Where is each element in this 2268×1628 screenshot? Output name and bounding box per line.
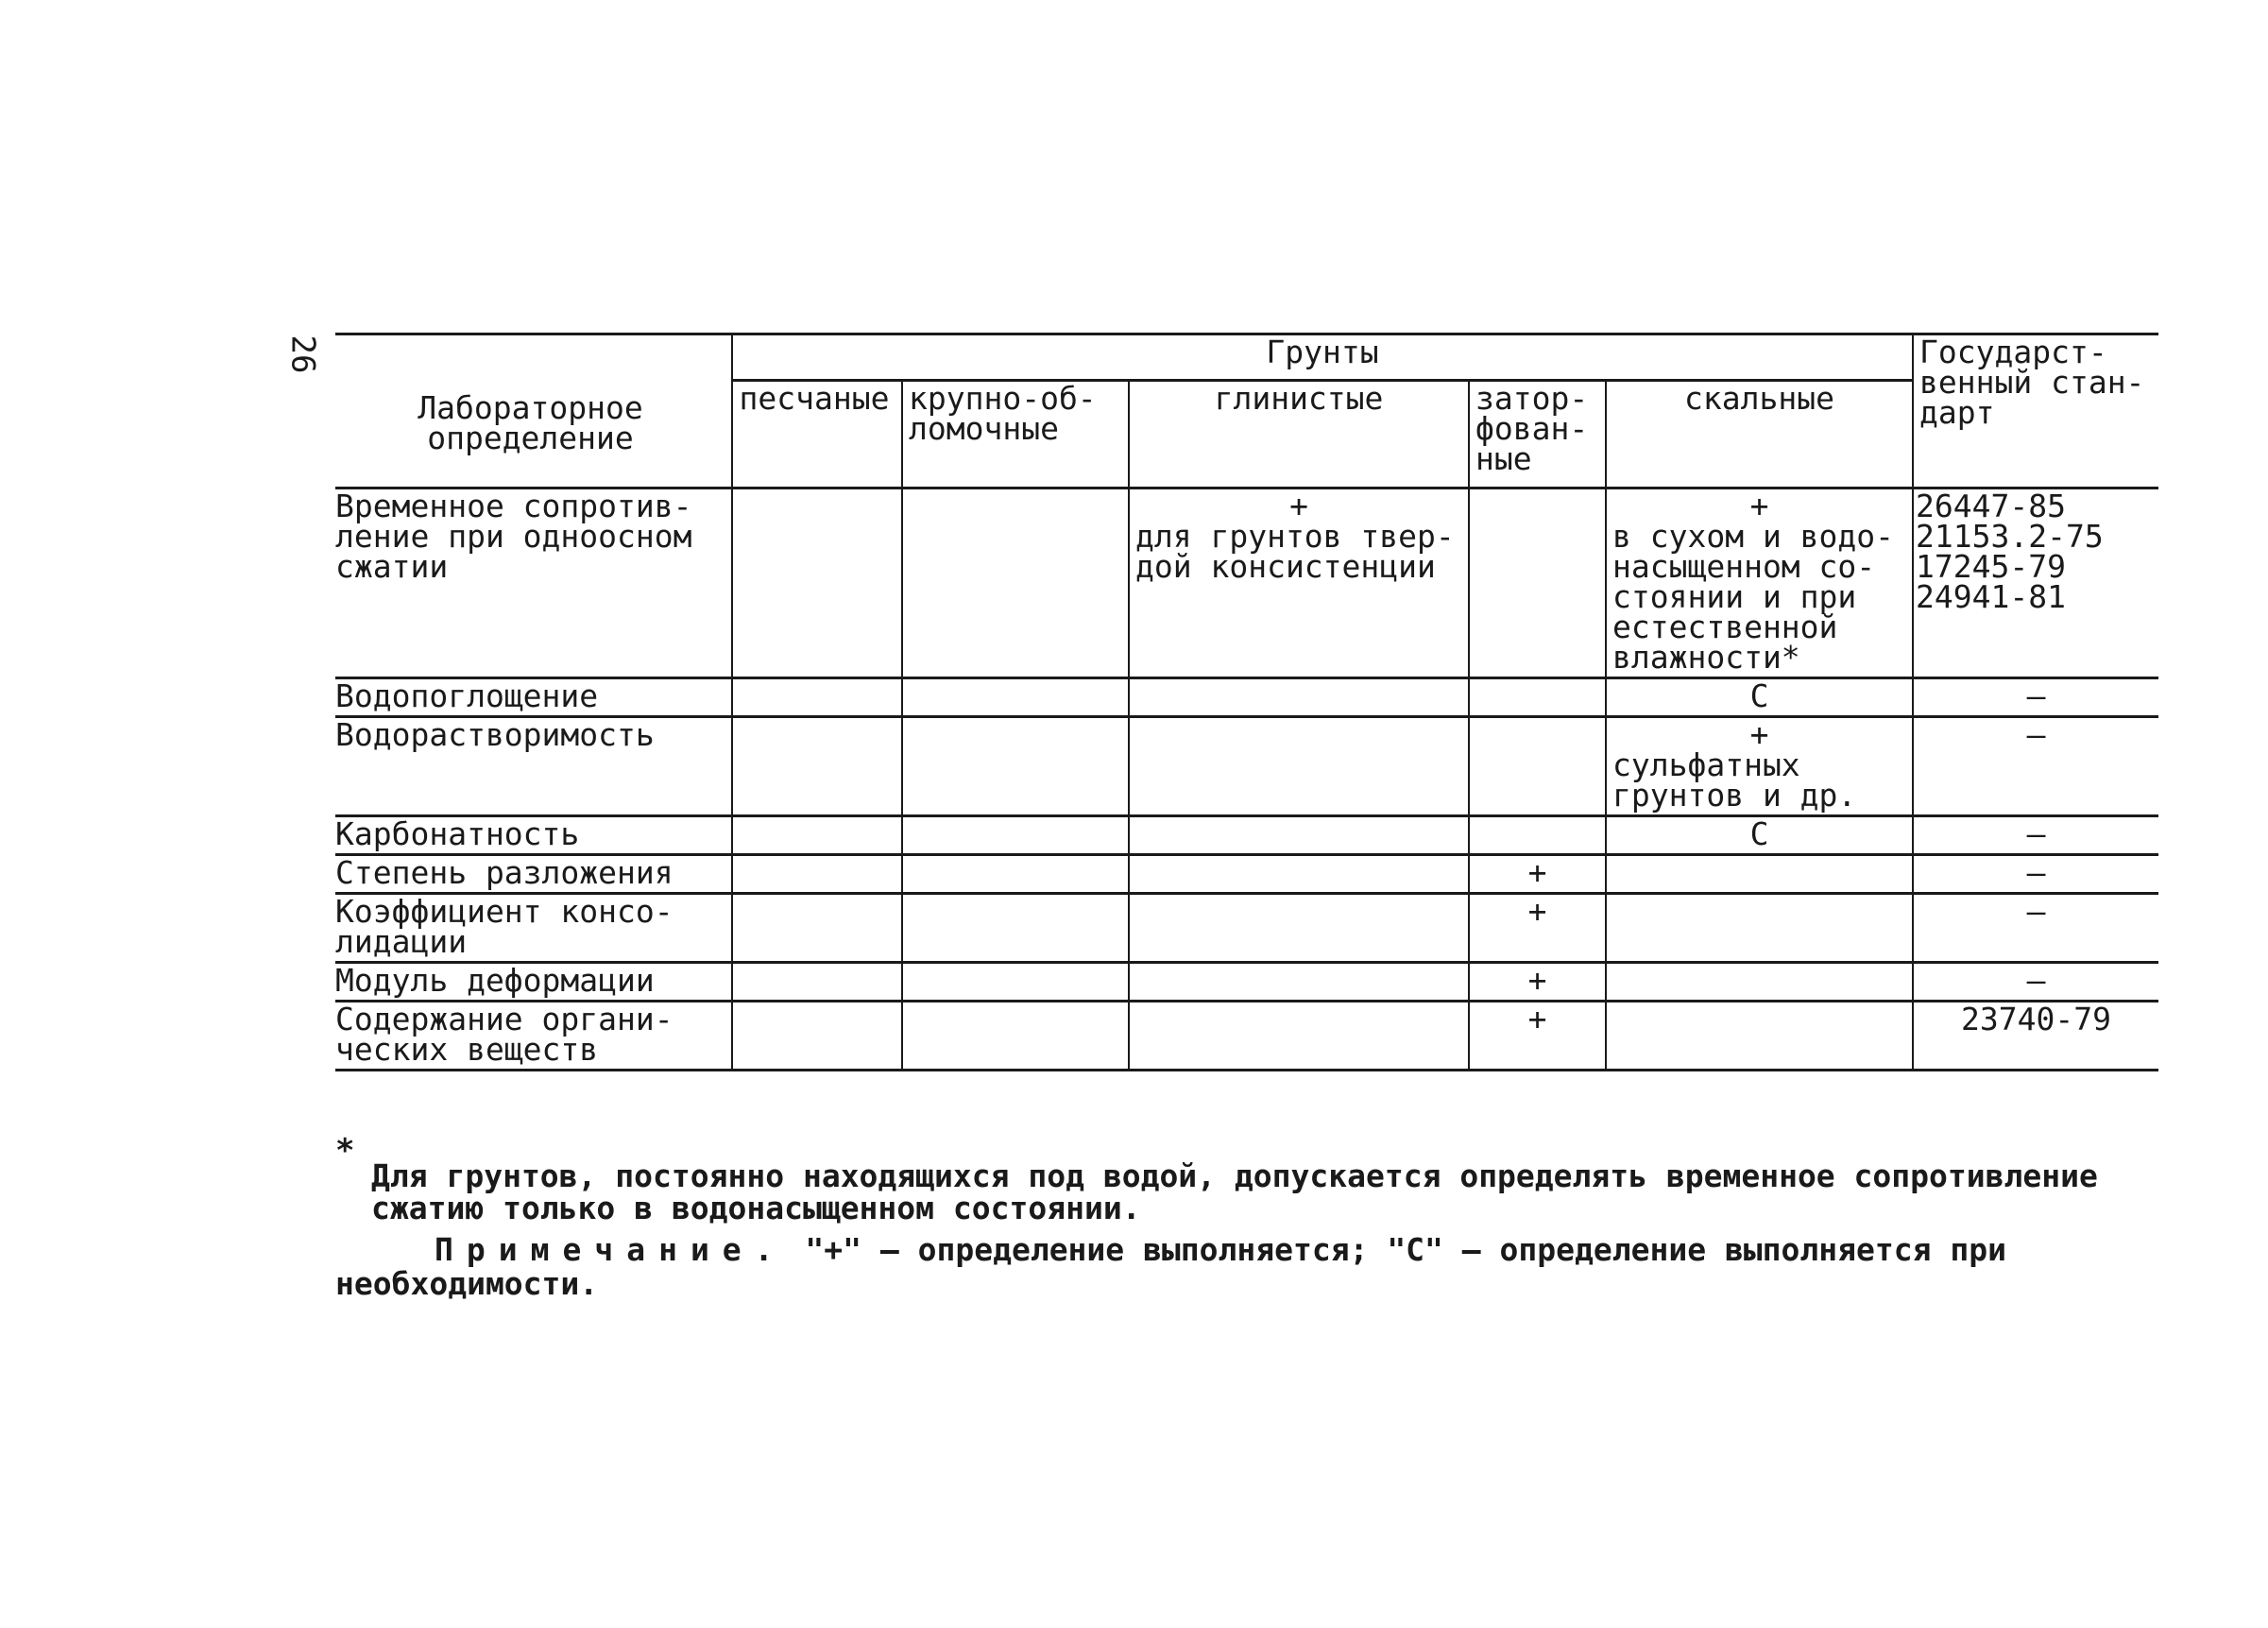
soil-cell <box>732 488 902 678</box>
standard-cell: – <box>1913 855 2158 894</box>
soil-cell <box>902 894 1129 963</box>
soil-cell <box>732 717 902 816</box>
header-state-standard: Государст-венный стан-дарт <box>1913 334 2158 488</box>
table-row <box>335 678 2158 717</box>
soil-cell: + <box>1469 1002 1606 1071</box>
row-label: Временное сопротив-ление при одноосном сжатии <box>335 488 732 678</box>
note-label: Примечание. <box>435 1231 787 1268</box>
table-row <box>335 963 2158 1002</box>
header-soil-coarse: крупно-об-ломочные <box>902 381 1129 488</box>
soil-cell <box>1129 894 1469 963</box>
header-lab-determination: Лабораторное определение <box>335 334 732 488</box>
header-soil-rock: скальные <box>1606 381 1913 488</box>
header-row-top <box>335 334 2158 381</box>
table-row <box>335 816 2158 855</box>
standard-cell: 23740-79 <box>1913 1002 2158 1071</box>
page-number: 26 <box>283 334 322 374</box>
soil-cell: + <box>1469 963 1606 1002</box>
row-label: Содержание органи-ческих веществ <box>335 1002 732 1071</box>
footnote-mark: * <box>335 1132 355 1170</box>
soil-cell <box>1469 678 1606 717</box>
standard-cell: – <box>1913 816 2158 855</box>
soil-cell <box>902 816 1129 855</box>
row-label: Водорастворимость <box>335 717 732 816</box>
header-soil-clay: глинистые <box>1129 381 1469 488</box>
soil-cell <box>1129 855 1469 894</box>
soil-cell <box>1606 963 1913 1002</box>
table-row <box>335 855 2158 894</box>
cell-note: для грунтов твер-дой консистенции <box>1135 518 1455 585</box>
header-soil-sandy: песчаные <box>732 381 902 488</box>
row-label: Водопоглощение <box>335 678 732 717</box>
header-soils-group: Грунты <box>732 334 1913 381</box>
note-text: "+" – определение выполняется; "С" – определение выполняется при необходимости. <box>335 1231 2006 1302</box>
soil-cell <box>902 488 1129 678</box>
row-label: Модуль деформации <box>335 963 732 1002</box>
table-row <box>335 717 2158 816</box>
table-row <box>335 1002 2158 1071</box>
soil-cell <box>1129 488 1469 678</box>
row-label: Карбонатность <box>335 816 732 855</box>
standard-cell: – <box>1913 894 2158 963</box>
standard-cell: – <box>1913 717 2158 816</box>
lab-determination-table <box>335 333 2158 1071</box>
soil-cell <box>1129 678 1469 717</box>
soil-cell <box>1129 1002 1469 1071</box>
soil-cell <box>1606 1002 1913 1071</box>
row-label: Степень разложения <box>335 855 732 894</box>
soil-cell <box>902 1002 1129 1071</box>
plus-mark: + <box>1749 488 1769 524</box>
soil-cell <box>732 678 902 717</box>
standard-cell: – <box>1913 963 2158 1002</box>
plus-mark: + <box>1749 716 1769 753</box>
row-label: Коэффициент консо-лидации <box>335 894 732 963</box>
soil-cell: С <box>1606 816 1913 855</box>
table-row <box>335 488 2158 678</box>
cell-note: сульфатных грунтов и др. <box>1612 746 1857 814</box>
soil-cell <box>1469 488 1606 678</box>
soil-cell: С <box>1606 678 1913 717</box>
table-row <box>335 894 2158 963</box>
soil-cell <box>1129 963 1469 1002</box>
soil-cell <box>732 816 902 855</box>
soil-cell <box>732 894 902 963</box>
soil-cell <box>732 963 902 1002</box>
cell-note: в сухом и водо-насыщенном со-стоянии и при естественной влажности* <box>1612 518 1895 676</box>
soil-cell <box>902 855 1129 894</box>
soil-cell <box>1469 816 1606 855</box>
soil-cell <box>732 1002 902 1071</box>
soil-cell <box>1606 488 1913 678</box>
plus-mark: + <box>1289 488 1308 524</box>
soil-cell <box>902 963 1129 1002</box>
soil-cell <box>1606 855 1913 894</box>
soil-cell <box>1606 894 1913 963</box>
soil-cell <box>1129 717 1469 816</box>
soil-cell <box>1606 717 1913 816</box>
note <box>335 1233 2111 1301</box>
soil-cell <box>732 855 902 894</box>
footnote-text: Для грунтов, постоянно находящихся под водой, допускается определять временное сопротивление сжатию только в водонасыщенном состоянии. <box>371 1157 2098 1226</box>
soil-cell <box>902 678 1129 717</box>
soil-cell <box>1469 717 1606 816</box>
soil-cell <box>902 717 1129 816</box>
soil-cell <box>1129 816 1469 855</box>
standard-cell: 26447-85 21153.2-75 17245-79 24941-81 <box>1913 488 2158 678</box>
header-soil-peat: затор-фован-ные <box>1469 381 1606 488</box>
soil-cell: + <box>1469 855 1606 894</box>
soil-cell: + <box>1469 894 1606 963</box>
standard-cell: – <box>1913 678 2158 717</box>
